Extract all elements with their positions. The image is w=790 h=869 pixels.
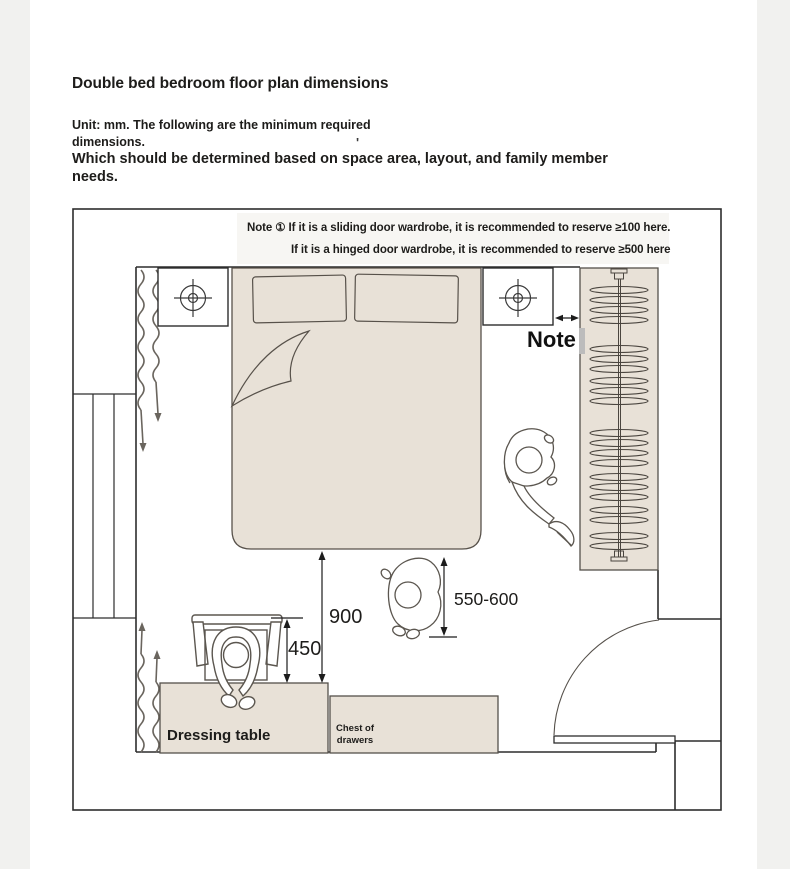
note-gap-arrow: [555, 315, 579, 321]
note-highlight-bar: [579, 328, 585, 354]
guidance-line1: Which should be determined based on space area, layout, and family member: [72, 151, 608, 167]
curtain-lines: [138, 270, 162, 752]
door-leaf: [554, 736, 675, 743]
page-title: Double bed bedroom floor plan dimensions: [72, 75, 389, 92]
door-swing-arc: [554, 620, 659, 735]
dim-550-600-label: 550-600: [454, 589, 519, 609]
nightstand-left: [158, 268, 228, 326]
person-head: [224, 643, 249, 668]
unit-note-line2: dimensions.: [72, 135, 145, 149]
wardrobe: [580, 268, 658, 570]
dressing-table-label: Dressing table: [167, 727, 271, 744]
person-walking-figure: [379, 558, 441, 640]
window: [73, 394, 136, 618]
note-callout: Note: [527, 327, 576, 352]
dim-900-label: 900: [329, 606, 363, 628]
guidance-line2: needs.: [72, 169, 118, 185]
chest-label-line1: Chest of: [336, 723, 374, 734]
nightstand-right: [483, 268, 553, 325]
person-head: [516, 447, 542, 473]
chest-label-line2: drawers: [336, 734, 374, 746]
person-head: [395, 582, 421, 608]
unit-note-line1: Unit: mm. The following are the minimum required: [72, 118, 371, 132]
bed: [232, 268, 481, 549]
dimension-900: [319, 551, 326, 683]
plan-note-line2: If it is a hinged door wardrobe, it is recommended to reserve ≥500 here: [291, 244, 671, 256]
dim-450-label: 450: [288, 638, 322, 660]
pillow: [355, 274, 459, 323]
stray-mark: ': [356, 135, 360, 150]
person-standing-figure: [504, 429, 574, 546]
chest-of-drawers-label: [327, 723, 383, 746]
plan-note-line1: Note ① If it is a sliding door wardrobe, it is recommended to reserve ≥100 here.: [247, 222, 671, 234]
pillow: [253, 275, 347, 323]
